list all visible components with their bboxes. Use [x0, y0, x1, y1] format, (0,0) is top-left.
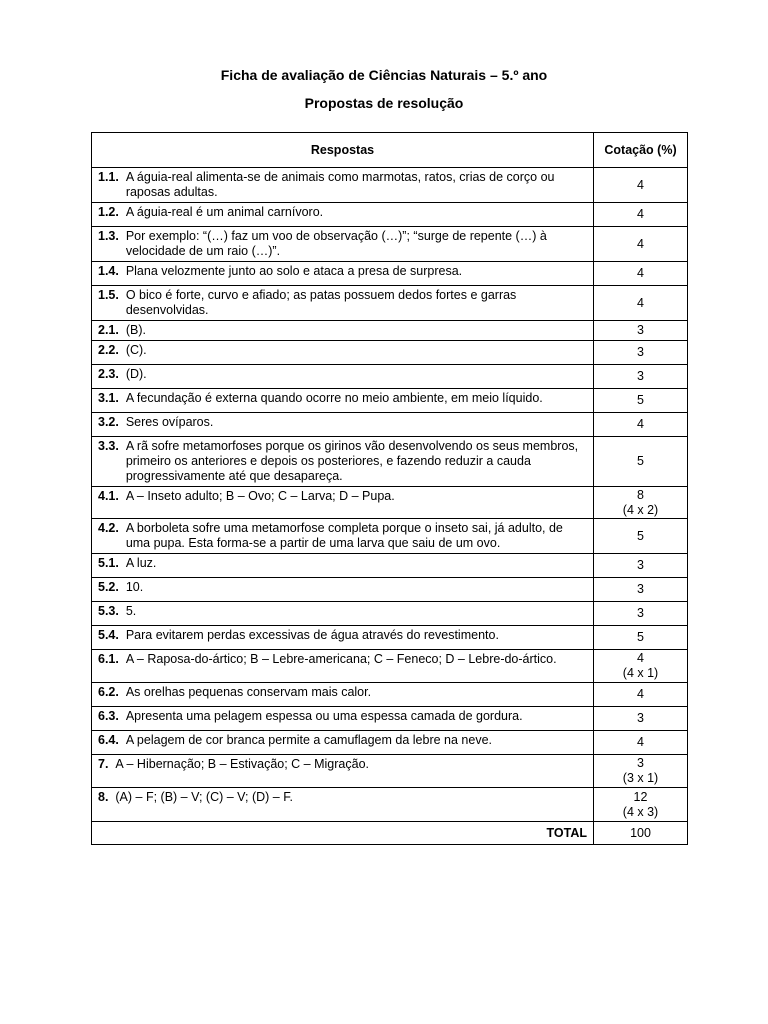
score-cell: [594, 365, 688, 389]
score-cell: [594, 578, 688, 602]
score-cell: [594, 731, 688, 755]
answer-text: A – Hibernação; B – Estivação; C – Migração.: [115, 757, 369, 771]
score-value: 4: [637, 295, 644, 310]
answer-text: A rã sofre metamorfoses porque os girinos vão desenvolvendo os seus membros, primeiro os anteriores e depois os posteriores, e fazendo reduzir a cauda progressivamente até que desapareça.: [125, 439, 579, 483]
score-value: 4: [637, 687, 644, 701]
score-value: 3: [637, 756, 644, 770]
score-value: 4: [637, 266, 644, 280]
table-row: [92, 341, 688, 365]
question-number: 6.4.: [98, 733, 119, 747]
answer-cell: [92, 286, 594, 321]
score-value: 4: [637, 177, 644, 192]
page-subtitle: Propostas de resolução: [304, 95, 464, 111]
answers-table: [91, 132, 688, 845]
score-cell: [594, 650, 688, 683]
question-number: 5.2.: [98, 580, 119, 594]
header-score: Cotação (%): [594, 133, 688, 168]
score-value: 4: [637, 417, 644, 431]
score-value: 4: [637, 651, 644, 665]
answer-text: A luz.: [125, 556, 157, 570]
score-cell: [594, 413, 688, 437]
score-cell: [594, 755, 688, 788]
answer-cell: [92, 389, 594, 413]
question-number: 6.3.: [98, 709, 119, 723]
table-row: [92, 413, 688, 437]
answer-cell: [92, 168, 594, 203]
score-value: 4: [637, 735, 644, 749]
score-breakdown: (4 x 2): [622, 502, 659, 517]
question-number: 2.3.: [98, 367, 119, 381]
total-value: 100: [594, 822, 688, 845]
table-row: [92, 321, 688, 341]
score-cell: [594, 707, 688, 731]
total-row: [92, 822, 688, 845]
answer-cell: [92, 788, 594, 822]
table-row: [92, 707, 688, 731]
question-number: 4.2.: [98, 521, 119, 535]
score-value: 3: [637, 345, 644, 359]
answer-text: A pelagem de cor branca permite a camuflagem da lebre na neve.: [125, 733, 492, 747]
score-value: 8: [637, 487, 644, 502]
table-row: [92, 487, 688, 519]
score-value: 5: [637, 393, 644, 407]
question-number: 1.1.: [98, 170, 119, 184]
answer-cell: [92, 321, 594, 341]
answer-text: Por exemplo: “(…) faz um voo de observação (…)”; “surge de repente (…) à velocidade de um raio (…)”.: [125, 229, 547, 258]
score-cell: [594, 203, 688, 227]
answer-cell: [92, 413, 594, 437]
score-cell: [594, 389, 688, 413]
answer-text: A águia-real alimenta-se de animais como marmotas, ratos, crias de corço ou raposas adultas.: [125, 170, 555, 199]
question-number: 1.2.: [98, 205, 119, 219]
answer-text: 10.: [125, 580, 144, 594]
table-row: [92, 683, 688, 707]
table-row: [92, 626, 688, 650]
question-number: 6.1.: [98, 652, 119, 666]
score-value: 4: [637, 207, 644, 221]
table-row: [92, 650, 688, 683]
score-value: 4: [637, 236, 644, 251]
score-cell: [594, 227, 688, 262]
score-cell: [594, 437, 688, 487]
answer-cell: [92, 227, 594, 262]
question-number: 5.1.: [98, 556, 119, 570]
table-row: [92, 286, 688, 321]
question-number: 7.: [98, 757, 109, 771]
question-number: 3.3.: [98, 439, 119, 453]
table-row: [92, 578, 688, 602]
score-cell: [594, 321, 688, 341]
score-value: 5: [637, 630, 644, 644]
score-cell: [594, 602, 688, 626]
answer-text: (A) – F; (B) – V; (C) – V; (D) – F.: [115, 790, 293, 804]
score-cell: [594, 262, 688, 286]
score-breakdown: (4 x 1): [622, 666, 659, 680]
answer-text: Para evitarem perdas excessivas de água através do revestimento.: [125, 628, 499, 642]
answer-text: O bico é forte, curvo e afiado; as patas possuem dedos fortes e garras desenvolvidas.: [125, 288, 517, 317]
answer-cell: [92, 487, 594, 519]
question-number: 6.2.: [98, 685, 119, 699]
score-value: 3: [637, 369, 644, 383]
answer-text: (B).: [125, 323, 146, 337]
score-cell: [594, 788, 688, 822]
answer-cell: [92, 341, 594, 365]
answer-cell: [92, 650, 594, 683]
table-row: [92, 437, 688, 487]
header-answers: Respostas: [92, 133, 594, 168]
table-row: [92, 731, 688, 755]
question-number: 5.3.: [98, 604, 119, 618]
question-number: 4.1.: [98, 489, 119, 503]
answer-cell: [92, 578, 594, 602]
score-value: 3: [637, 711, 644, 725]
answer-text: (C).: [125, 343, 147, 357]
table-row: [92, 755, 688, 788]
table-row: [92, 389, 688, 413]
table-row: [92, 602, 688, 626]
score-value: 3: [637, 323, 644, 337]
table-row: [92, 365, 688, 389]
score-cell: [594, 554, 688, 578]
table-row: [92, 788, 688, 822]
answer-text: (D).: [125, 367, 147, 381]
answer-cell: [92, 519, 594, 554]
answer-text: As orelhas pequenas conservam mais calor.: [125, 685, 372, 699]
answer-cell: [92, 626, 594, 650]
question-number: 3.1.: [98, 391, 119, 405]
question-number: 1.3.: [98, 229, 119, 243]
answer-cell: [92, 365, 594, 389]
score-value: 3: [637, 582, 644, 596]
table-row: [92, 203, 688, 227]
score-value: 3: [637, 606, 644, 620]
answer-cell: [92, 203, 594, 227]
answer-cell: [92, 707, 594, 731]
table-row: [92, 519, 688, 554]
table-row: [92, 168, 688, 203]
score-value: 5: [637, 454, 644, 468]
question-number: 2.1.: [98, 323, 119, 337]
score-value: 12: [633, 789, 648, 804]
question-number: 3.2.: [98, 415, 119, 429]
question-number: 1.5.: [98, 288, 119, 302]
score-cell: [594, 168, 688, 203]
table-row: [92, 227, 688, 262]
answer-text: Apresenta uma pelagem espessa ou uma espessa camada de gordura.: [125, 709, 523, 723]
score-breakdown: (4 x 3): [622, 804, 659, 819]
score-value: 5: [637, 528, 644, 543]
answer-cell: [92, 731, 594, 755]
answer-cell: [92, 554, 594, 578]
answer-text: A águia-real é um animal carnívoro.: [125, 205, 324, 219]
answer-text: A – Inseto adulto; B – Ovo; C – Larva; D – Pupa.: [125, 489, 395, 503]
score-value: 3: [637, 558, 644, 572]
question-number: 8.: [98, 790, 109, 804]
total-label: TOTAL: [92, 822, 594, 845]
answer-text: A borboleta sofre uma metamorfose completa porque o inseto sai, já adulto, de uma pupa. Esta forma-se a partir de uma larva que saiu de um ovo.: [125, 521, 563, 550]
answer-cell: [92, 602, 594, 626]
question-number: 5.4.: [98, 628, 119, 642]
score-cell: [594, 487, 688, 519]
score-breakdown: (3 x 1): [622, 771, 659, 785]
answer-cell: [92, 755, 594, 788]
score-cell: [594, 341, 688, 365]
answer-text: 5.: [125, 604, 137, 618]
page-title: Ficha de avaliação de Ciências Naturais – 5.º ano: [220, 67, 548, 83]
table-header-row: [92, 133, 688, 168]
answer-cell: [92, 437, 594, 487]
answer-text: A fecundação é externa quando ocorre no meio ambiente, em meio líquido.: [125, 391, 543, 405]
question-number: 1.4.: [98, 264, 119, 278]
answer-cell: [92, 262, 594, 286]
score-cell: [594, 286, 688, 321]
score-cell: [594, 683, 688, 707]
table-row: [92, 554, 688, 578]
answer-text: Plana velozmente junto ao solo e ataca a presa de surpresa.: [125, 264, 463, 278]
question-number: 2.2.: [98, 343, 119, 357]
score-cell: [594, 626, 688, 650]
answer-cell: [92, 683, 594, 707]
score-cell: [594, 519, 688, 554]
answer-text: Seres ovíparos.: [125, 415, 214, 429]
answer-text: A – Raposa-do-ártico; B – Lebre-americana; C – Feneco; D – Lebre-do-ártico.: [125, 652, 557, 666]
table-row: [92, 262, 688, 286]
